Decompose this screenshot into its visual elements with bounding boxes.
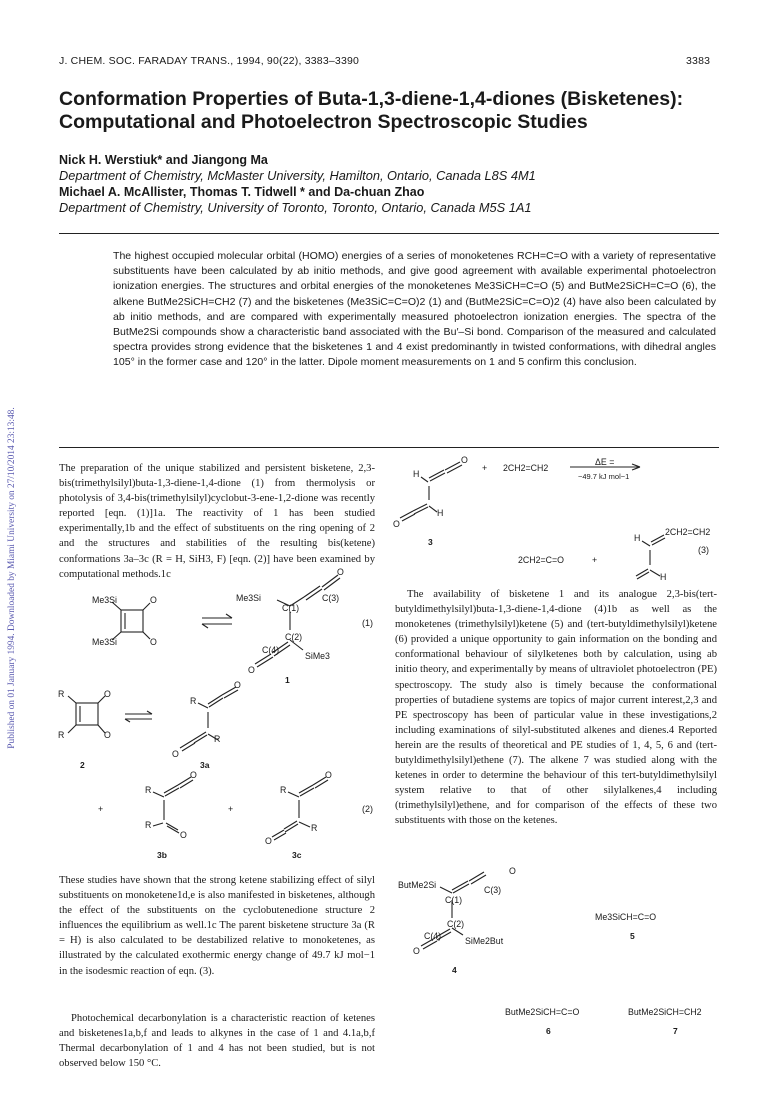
eqn-3-label: (3) (698, 545, 709, 555)
chem-h-butadiene-bottom: H (660, 572, 667, 582)
chem-o-bottom: O (150, 637, 157, 647)
chem-o-3-bottom: O (393, 519, 400, 529)
chem-c2-4: C(2) (447, 919, 465, 929)
chem-delta-e: ΔE = (595, 457, 615, 467)
chem-me3sich: Me3SiCH=C=O (595, 912, 657, 922)
chem-me3si-bottom: Me3Si (92, 637, 117, 647)
chem-busich: ButMe2SiCH=C=O (505, 1007, 580, 1017)
chem-plus-2: + (228, 804, 234, 814)
intro-paragraph-1: The preparation of the unique stabilized and persistent bisketene, 2,3-bis(trimethylsilyl)buta-1,3-diene-1,4-dione (1) from thermolysis or photolysis of 3,4-bis(trimethylsilyl)cyclobut-3-ene-1,2-dione was recently reported [eqn. (1)]1a. The reactivity of 1 has been studied experimentally,1b and the effect of substituents on the ring opening of 2 and the structures and stabilities of the resulting bis(ketene) conformations 3a–3c (R = H, SiH3, F) [eqn. (2)] have been examined by computational methods.1c (59, 463, 375, 580)
compound-label-7: 7 (673, 1026, 678, 1036)
chem-c1: C(1) (282, 603, 300, 613)
chem-r-3c-top: R (280, 785, 287, 795)
chem-busich2: ButMe2SiCH=CH2 (628, 1007, 702, 1017)
chem-o-2a: O (104, 689, 111, 699)
article-title: Conformation Properties of Buta-1,3-diene-1,4-diones (Bisketenes): Computational and Photoelectron Spectroscopic Studies (59, 88, 684, 133)
chem-o-3-top: O (461, 455, 468, 465)
chem-o-2b: O (104, 730, 111, 740)
chem-c2: C(2) (285, 632, 303, 642)
download-watermark: Published on 01 January 1994. Downloaded by Miami University on 27/10/2014 23:13:48. (7, 407, 17, 749)
chem-r-3b-bottom: R (145, 820, 152, 830)
chem-o-3b-top: O (190, 770, 197, 780)
chem-h-butadiene-top: H (634, 533, 641, 543)
chem-h-3-bottom: H (437, 508, 444, 518)
eqn-2-label: (2) (362, 804, 373, 814)
chem-energy: −49.7 kJ mol−1 (578, 472, 630, 481)
compound-label-1: 1 (285, 675, 290, 685)
chem-o-3c-bottom: O (265, 836, 272, 846)
chem-plus-3: + (482, 463, 488, 473)
chem-r-2b: R (58, 730, 65, 740)
chem-sime3: SiMe3 (305, 651, 330, 661)
intro-paragraph-3: Photochemical decarbonylation is a characteristic reaction of ketenes and bisketenes1a,b,f and leads to alkynes in the case of 1 and 4.1a,b,f Thermal decarbonylation of 1 and 4 has not been studied, but is not observed below 150 °C. (59, 1013, 375, 1070)
authors-group-2: Michael A. McAllister, Thomas T. Tidwell * and Da-chuan Zhao (59, 185, 425, 199)
authors-group-1: Nick H. Werstiuk* and Jiangong Ma (59, 153, 268, 167)
chem-o-c4: O (248, 665, 255, 675)
chem-me3si-top: Me3Si (92, 595, 117, 605)
intro-paragraph-2: These studies have shown that the strong ketene stabilizing effect of silyl substituents on monoketene1d,e is also manifested in bisketenes, although the effect of the substituents on the cyclobutenedione structure 2 influences the equilibrium as well.1c The parent bisketene structure 3a (R = H) is also calculated to be destabilized relative to monoketenes, as illustrated by the calculated exothermic energy change of 49.7 kJ mol−1 in the isodesmic reaction of eqn. (3). (59, 875, 375, 977)
compound-label-3: 3 (428, 537, 433, 547)
chem-o-3b-bottom: O (180, 830, 187, 840)
right-paragraph-1: The availability of bisketene 1 and its analogue 2,3-bis(tert-butyldimethylsilyl)buta-1,3-diene-1,4-dione (4)1b as well as the monoketenes (trimethylsilyl)ketene (5) and (tert-butyldimethylsilyl)ketene (6) provided a unique opportunity to gain information on the bonding and conformational behaviour of silylketenes both by calculation, using ab initio theory, and experimentally by means of ultraviolet photoelectron (PE) spectroscopy. The study also is timely because the conformational properties of butadiene systems are topics of major current interest,2,3 and PE spectroscopy has been of particular value in these investigations,2 including examinations of silyl-substituted alkenes and dienes.4 Reported herein are the results of theoretical and PE studies of 1, 4, 5, 6 and (tert-butyldimethylsilyl)ethene (7). The alkene 7 was studied along with the ketenes in order to determine the behaviour of this tert-butyldimethylsilyl system relative to that of other silylalkenes,4 including (trimethylsilyl)ethene, and for comparison of the effects of these two substituents with those on the ketenes. (395, 589, 717, 827)
chem-r-3a-top: R (190, 696, 197, 706)
chem-r-3c-bottom: R (311, 823, 318, 833)
compound-label-4: 4 (452, 965, 457, 975)
chem-o-c3: O (337, 567, 344, 577)
chem-o-top: O (150, 595, 157, 605)
compound-label-3c: 3c (292, 850, 302, 860)
chem-c1-4: C(1) (445, 895, 463, 905)
affiliation-1: Department of Chemistry, McMaster University, Hamilton, Ontario, Canada L8S 4M1 (59, 168, 536, 183)
page-number: 3383 (686, 55, 711, 67)
chem-o-3a-top: O (234, 680, 241, 690)
chem-ethene: 2CH2=CH2 (503, 463, 549, 473)
compound-label-2: 2 (80, 760, 85, 770)
compound-label-6: 6 (546, 1026, 551, 1036)
chem-o-4-bottom: O (413, 946, 420, 956)
journal-header: J. CHEM. SOC. FARADAY TRANS., 1994, 90(22), 3383–3390 (59, 55, 360, 67)
chem-c3: C(3) (322, 593, 340, 603)
chem-plus-4: + (592, 555, 598, 565)
compound-label-3a: 3a (200, 760, 210, 770)
compound-label-3b: 3b (157, 850, 167, 860)
affiliation-2: Department of Chemistry, University of Toronto, Toronto, Ontario, Canada M5S 1A1 (59, 200, 532, 215)
chem-c3-4: C(3) (484, 885, 502, 895)
chem-me3si-1: Me3Si (236, 593, 261, 603)
chem-busi-4: ButMe2Si (398, 880, 437, 890)
chem-ketene: 2CH2=C=O (518, 555, 564, 565)
chem-o-3c-top: O (325, 770, 332, 780)
chem-o-3a-bottom: O (172, 749, 179, 759)
abstract: The highest occupied molecular orbital (HOMO) energies of a series of monoketenes RCH=C=O with a variety of representative substituents have been calculated by ab initio methods, and give good agreement with available experimental photoelectron ionization energies. The structures and orbital energies of the monoketenes Me3SiCH=C=O (5) and ButMe2SiCH=C=O (6), the alkene ButMe2SiCH=CH2 (7) and the bisketenes (Me3SiC=C=O)2 (1) and (ButMe2SiC=C=O)2 (4) have also been calculated by ab initio methods, and are compared with experimentally measured photoelectron ionization energies. The spectra of the ButMe2Si compounds show a characteristic band associated with the Bu′–Si bond. Comparison of the measured and calculated spectra provides strong evidence that the bisketenes 1 and 4 exist predominantly in twisted conformations, with dihedral angles 105° in the former case and 120° in the latter. Dipole moment measurements on 1 and 5 confirm this conclusion. (113, 250, 716, 369)
chem-c4: C(4) (262, 645, 280, 655)
chem-o-4-top: O (509, 866, 516, 876)
chem-plus-1: + (98, 804, 104, 814)
chem-ch2-top: 2CH2=CH2 (665, 527, 711, 537)
chem-r-2a: R (58, 689, 65, 699)
compound-label-5: 5 (630, 931, 635, 941)
eqn-1-label: (1) (362, 618, 373, 628)
chem-r-3a-bottom: R (214, 734, 221, 744)
chem-h-3-top: H (413, 469, 420, 479)
chem-c4-4: C(4) (424, 931, 442, 941)
chem-sime2bu-4: SiMe2But (465, 936, 504, 946)
chem-r-3b-top: R (145, 785, 152, 795)
